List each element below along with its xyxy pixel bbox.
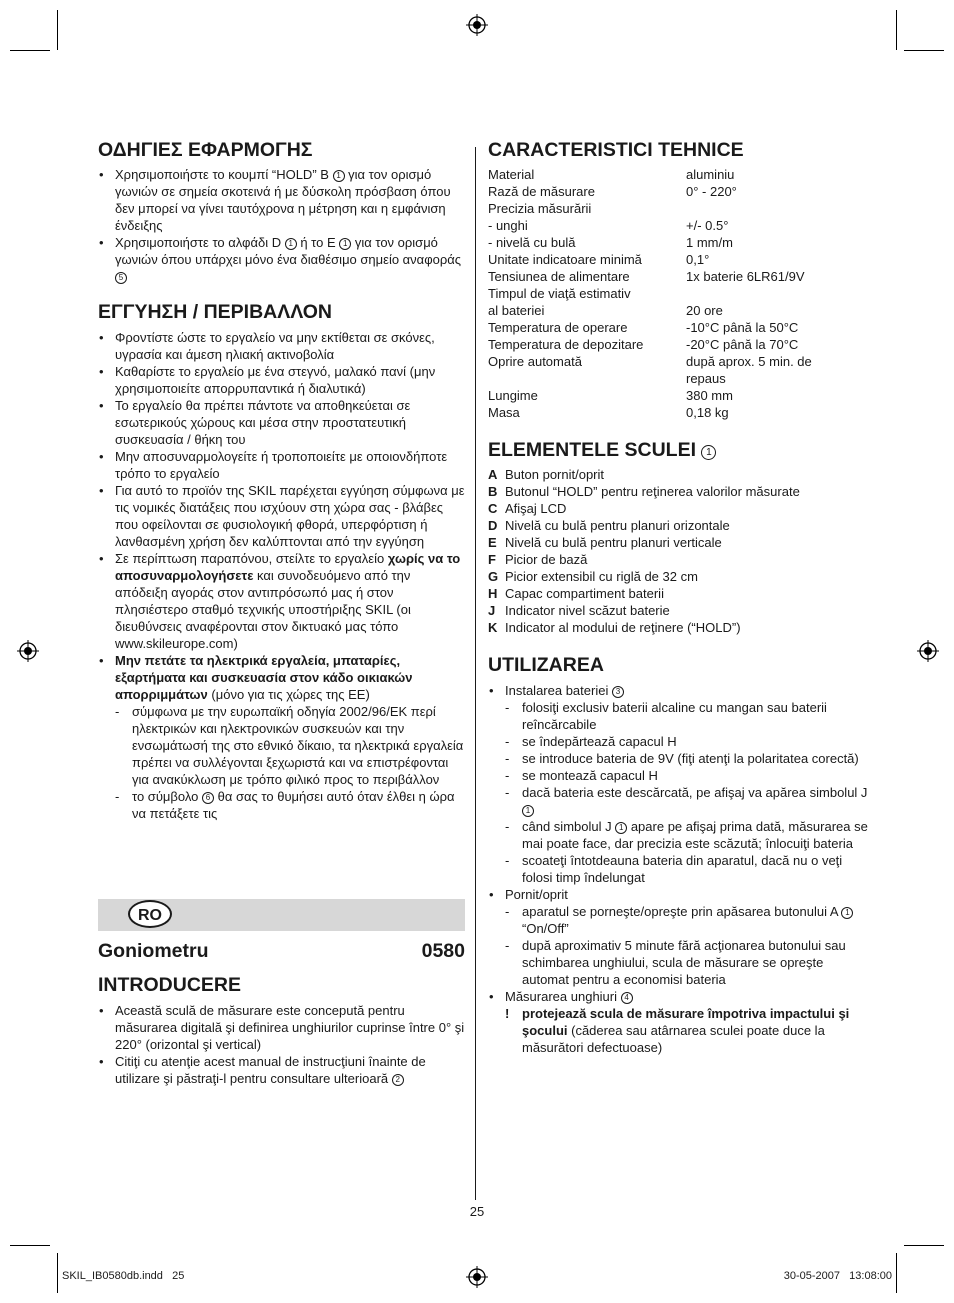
- section-title-instructions: ΟΔΗΓΙΕΣ ΕΦΑΡΜΟΓΗΣ: [98, 139, 313, 161]
- product-code: 0580: [421, 940, 465, 962]
- element-label: Butonul “HOLD” pentru reţinerea valorilor măsurate: [505, 484, 800, 499]
- element-key: H: [488, 586, 498, 601]
- section-title-usage: UTILIZAREA: [488, 654, 604, 676]
- element-key: K: [488, 620, 498, 635]
- element-item: [488, 551, 868, 568]
- language-badge: RO: [128, 900, 172, 928]
- element-item: [488, 602, 868, 619]
- right-column: [488, 139, 868, 1056]
- spec-label: Precizia măsurării: [488, 201, 592, 216]
- list-item: • Citiţi cu atenţie acest manual de instrucţiuni înainte de utilizare şi păstraţi-l pentru consultare ulterioară 2: [98, 1053, 465, 1087]
- sub-list-item: - scoateţi întotdeauna bateria din aparatul, dacă nu o veţi folosi timp îndelungat: [488, 852, 868, 886]
- element-item: [488, 585, 868, 602]
- element-label: Afişaj LCD: [505, 501, 567, 516]
- figure-ref-icon: 6: [202, 792, 214, 804]
- element-item: [488, 534, 868, 551]
- crop-mark: [896, 1253, 897, 1293]
- figure-ref-icon: 1: [339, 238, 351, 250]
- list-item: • Χρησιμοποιήστε το κουμπί “HOLD” B 1 για τον ορισμό γωνιών σε σημεία σκοτεινά ή με δύσκολη πρόσβαση όπου δεν μπορεί να γίνει ταυτόχρονα η μέτρηση και η εμφάνιση ένδειξης: [98, 166, 465, 234]
- spec-value: [686, 285, 866, 302]
- element-label: Nivelă cu bulă pentru planuri orizontale: [505, 518, 730, 533]
- sub-list-item: - se montează capacul H: [488, 767, 868, 784]
- list-item: • Το εργαλείο θα πρέπει πάντοτε να αποθηκεύεται σε εσωτερικούς χώρους και μέσα στην προστατευτική συσκευασία / θήκη του: [98, 397, 465, 448]
- element-item: [488, 568, 868, 585]
- spec-value: după aprox. 5 min. de repaus: [686, 354, 812, 386]
- spec-value: 0° - 220°: [686, 184, 737, 199]
- element-key: D: [488, 518, 498, 533]
- spec-label: al bateriei: [488, 303, 545, 318]
- figure-ref-icon: 3: [612, 686, 624, 698]
- figure-ref-icon: 2: [392, 1074, 404, 1086]
- spec-label: Material: [488, 167, 535, 182]
- element-item: [488, 517, 868, 534]
- element-key: E: [488, 535, 497, 550]
- spec-value: 1 mm/m: [686, 235, 733, 250]
- element-item: [488, 483, 868, 500]
- registration-mark-icon: [917, 640, 939, 662]
- spec-label: Lungime: [488, 388, 538, 403]
- element-label: Indicator nivel scăzut baterie: [505, 603, 670, 618]
- spec-label: Oprire automată: [488, 354, 582, 369]
- element-label: Indicator al modului de reţinere (“HOLD”): [505, 620, 741, 635]
- sub-list-item: - când simbolul J 1 apare pe afişaj prima dată, măsurarea se mai poate face, dar precizia este scăzută; înlocuiţi bateria: [488, 818, 868, 852]
- spec-label: Unitate indicatoare minimă: [488, 252, 642, 267]
- crop-mark: [57, 1253, 58, 1293]
- crop-mark: [10, 1245, 50, 1246]
- warning-mark: !: [505, 1006, 510, 1021]
- list-item: • Χρησιμοποιήστε το αλφάδι D 1 ή το E 1 για τον ορισμό γωνιών όπου υπάρχει μόνο ένα διαθέσιμο σημείο αναφοράς 5: [98, 234, 465, 285]
- elements-list: [488, 466, 868, 636]
- intro-section: [98, 974, 465, 1087]
- figure-ref-icon: 5: [115, 272, 127, 284]
- spec-label: Temperatura de depozitare: [488, 337, 644, 352]
- spec-value: +/- 0.5°: [686, 218, 729, 233]
- sub-list-item: - σύμφωνα με την ευρωπαϊκή οδηγία 2002/96/ΕΚ περί ηλεκτρικών και ηλεκτρονικών συσκευών και την ενσωμάτωσή της στο εθνικό δίκαιο, τα ηλεκτρικά εργαλεία πρέπει να συλλέγονται ξεχωριστά και να επιστρέφονται για ανακύκλωση με τρόπο φιλικό προς το περιβάλλον: [98, 703, 465, 788]
- list-item: • Această sculă de măsurare este concepută pentru măsurarea digitală şi definirea unghiurilor cuprinse între 0° şi 220° (orizontal şi vertical): [98, 1002, 465, 1053]
- usage-list: [488, 682, 868, 1056]
- section-title-elements: ELEMENTELE SCULEI 1: [488, 439, 868, 461]
- spec-label: - unghi: [488, 218, 528, 233]
- spec-value: 380 mm: [686, 388, 733, 403]
- crop-mark: [896, 10, 897, 50]
- intro-list: [98, 1002, 465, 1087]
- element-label: Picior de bază: [505, 552, 588, 567]
- footer-date: 30-05-2007 13:08:00: [783, 1270, 892, 1282]
- specs-table: [488, 166, 868, 421]
- page-number: 25: [469, 1204, 485, 1219]
- sub-list-item: - aparatul se porneşte/opreşte prin apăsarea butonului A 1 “On/Off”: [488, 903, 868, 937]
- sub-list-item: - după aproximativ 5 minute fără acţionarea butonului sau schimbarea unghiului, scula de măsurare se opreşte automat pentru a economisi bateria: [488, 937, 868, 988]
- section-title-intro: INTRODUCERE: [98, 974, 242, 996]
- left-column: [98, 139, 465, 822]
- element-key: F: [488, 552, 496, 567]
- list-item: • Καθαρίστε το εργαλείο με ένα στεγνό, μαλακό πανί (μην χρησιμοποιείτε απορρυπαντικά ή διαλυτικά): [98, 363, 465, 397]
- element-item: [488, 500, 868, 517]
- figure-ref-icon: 4: [621, 992, 633, 1004]
- element-item: [488, 619, 868, 636]
- list-item: • Φροντίστε ώστε το εργαλείο να μην εκτίθεται σε σκόνες, υγρασία και άμεση ηλιακή ακτινοβολία: [98, 329, 465, 363]
- crop-mark: [10, 50, 50, 51]
- instructions-list: [98, 166, 465, 285]
- element-key: J: [488, 603, 496, 618]
- spec-value: aluminiu: [686, 167, 735, 182]
- element-item: [488, 466, 868, 483]
- spec-value: 20 ore: [686, 303, 723, 318]
- column-divider: [475, 147, 476, 1200]
- spec-value: [686, 200, 866, 217]
- element-key: G: [488, 569, 499, 584]
- product-name: Goniometru: [98, 940, 209, 962]
- sub-list-item: - dacă bateria este descărcată, pe afişaj va apărea simbolul J 1: [488, 784, 868, 818]
- element-key: C: [488, 501, 498, 516]
- spec-label: Tensiunea de alimentare: [488, 269, 630, 284]
- list-item: • Για αυτό το προϊόν της SKIL παρέχεται εγγύηση σύμφωνα με τις νομικές διατάξεις που ισχύουν στη χώρα σας - βλάβες που οφείλονται σε φυσιολογική φθορά, υπερφόρτιση ή λανθασμένη χρήση δεν καλύπτονται από την εγγύηση: [98, 482, 465, 550]
- list-item: • Σε περίπτωση παραπόνου, στείλτε το εργαλείο χωρίς να το αποσυναρμολογήσετε και συνοδευόμενο από την απόδειξη αγοράς στον αντιπρόσωπό μας ή στον πλησιέστερο σταθμό τεχνικής υποστήριξης SKIL (οι διευθύνσεις αναφέρονται στον δικτυακό μας τόπο www.skileurope.com): [98, 550, 465, 652]
- warning-item: ! protejează scula de măsurare împotriva impactului şi şocului (căderea sau atârnarea sculei poate duce la măsurători defectuoase): [505, 1006, 850, 1055]
- spec-label: Timpul de viaţă estimativ: [488, 286, 631, 301]
- spec-value: 0,18 kg: [686, 405, 729, 420]
- element-label: Capac compartiment baterii: [505, 586, 664, 601]
- crop-mark: [57, 10, 58, 50]
- list-item: • Instalarea bateriei 3: [488, 682, 868, 699]
- figure-ref-icon: 1: [701, 445, 716, 460]
- list-item: • Μην αποσυναρμολογείτε ή τροποποιείτε με οποιονδήποτε τρόπο το εργαλείο: [98, 448, 465, 482]
- registration-mark-icon: [466, 14, 488, 36]
- crop-mark: [904, 50, 944, 51]
- spec-value: 1x baterie 6LR61/9V: [686, 269, 805, 284]
- element-label: Buton pornit/oprit: [505, 467, 605, 482]
- spec-label: Masa: [488, 405, 520, 420]
- list-item: • Măsurarea unghiuri 4: [488, 988, 868, 1005]
- figure-ref-icon: 1: [285, 238, 297, 250]
- sub-list-item: - se îndepărtează capacul H: [488, 733, 868, 750]
- element-label: Nivelă cu bulă pentru planuri verticale: [505, 535, 722, 550]
- product-header: [98, 940, 465, 962]
- spec-value: -20°C până la 70°C: [686, 337, 799, 352]
- registration-mark-icon: [17, 640, 39, 662]
- element-key: A: [488, 467, 498, 482]
- section-title-specs: CARACTERISTICI TEHNICE: [488, 139, 744, 161]
- crop-mark: [904, 1245, 944, 1246]
- spec-value: 0,1°: [686, 252, 710, 267]
- list-item: • Μην πετάτε τα ηλεκτρικά εργαλεία, μπαταρίες, εξαρτήματα και συσκευασία στον κάδο οικιακών απορριμμάτων (μόνο για τις χώρες της ΕΕ): [98, 652, 465, 703]
- section-title-warranty: ΕΓΓΥΗΣΗ / ΠΕΡΙΒΑΛΛΟΝ: [98, 301, 332, 323]
- spec-label: - nivelă cu bulă: [488, 235, 576, 250]
- figure-ref-icon: 1: [615, 822, 627, 834]
- element-label: Picior extensibil cu riglă de 32 cm: [505, 569, 698, 584]
- spec-label: Rază de măsurare: [488, 184, 595, 199]
- spec-label: Temperatura de operare: [488, 320, 628, 335]
- figure-ref-icon: 1: [522, 805, 534, 817]
- figure-ref-icon: 1: [841, 907, 853, 919]
- list-item: • Pornit/oprit: [488, 886, 868, 903]
- footer-file: SKIL_IB0580db.indd 25: [62, 1270, 185, 1282]
- spec-value: -10°C până la 50°C: [686, 320, 799, 335]
- sub-list-item: - se introduce bateria de 9V (fiţi atenţi la polaritatea corectă): [488, 750, 868, 767]
- figure-ref-icon: 1: [333, 170, 345, 182]
- sub-list-item: - folosiţi exclusiv baterii alcaline cu mangan sau baterii reîncărcabile: [488, 699, 868, 733]
- element-key: B: [488, 484, 498, 499]
- warranty-list: [98, 329, 465, 822]
- registration-mark-icon: [466, 1266, 488, 1288]
- sub-list-item: - το σύμβολο 6 θα σας το θυμήσει αυτό όταν έλθει η ώρα να πετάξετε τις: [98, 788, 465, 822]
